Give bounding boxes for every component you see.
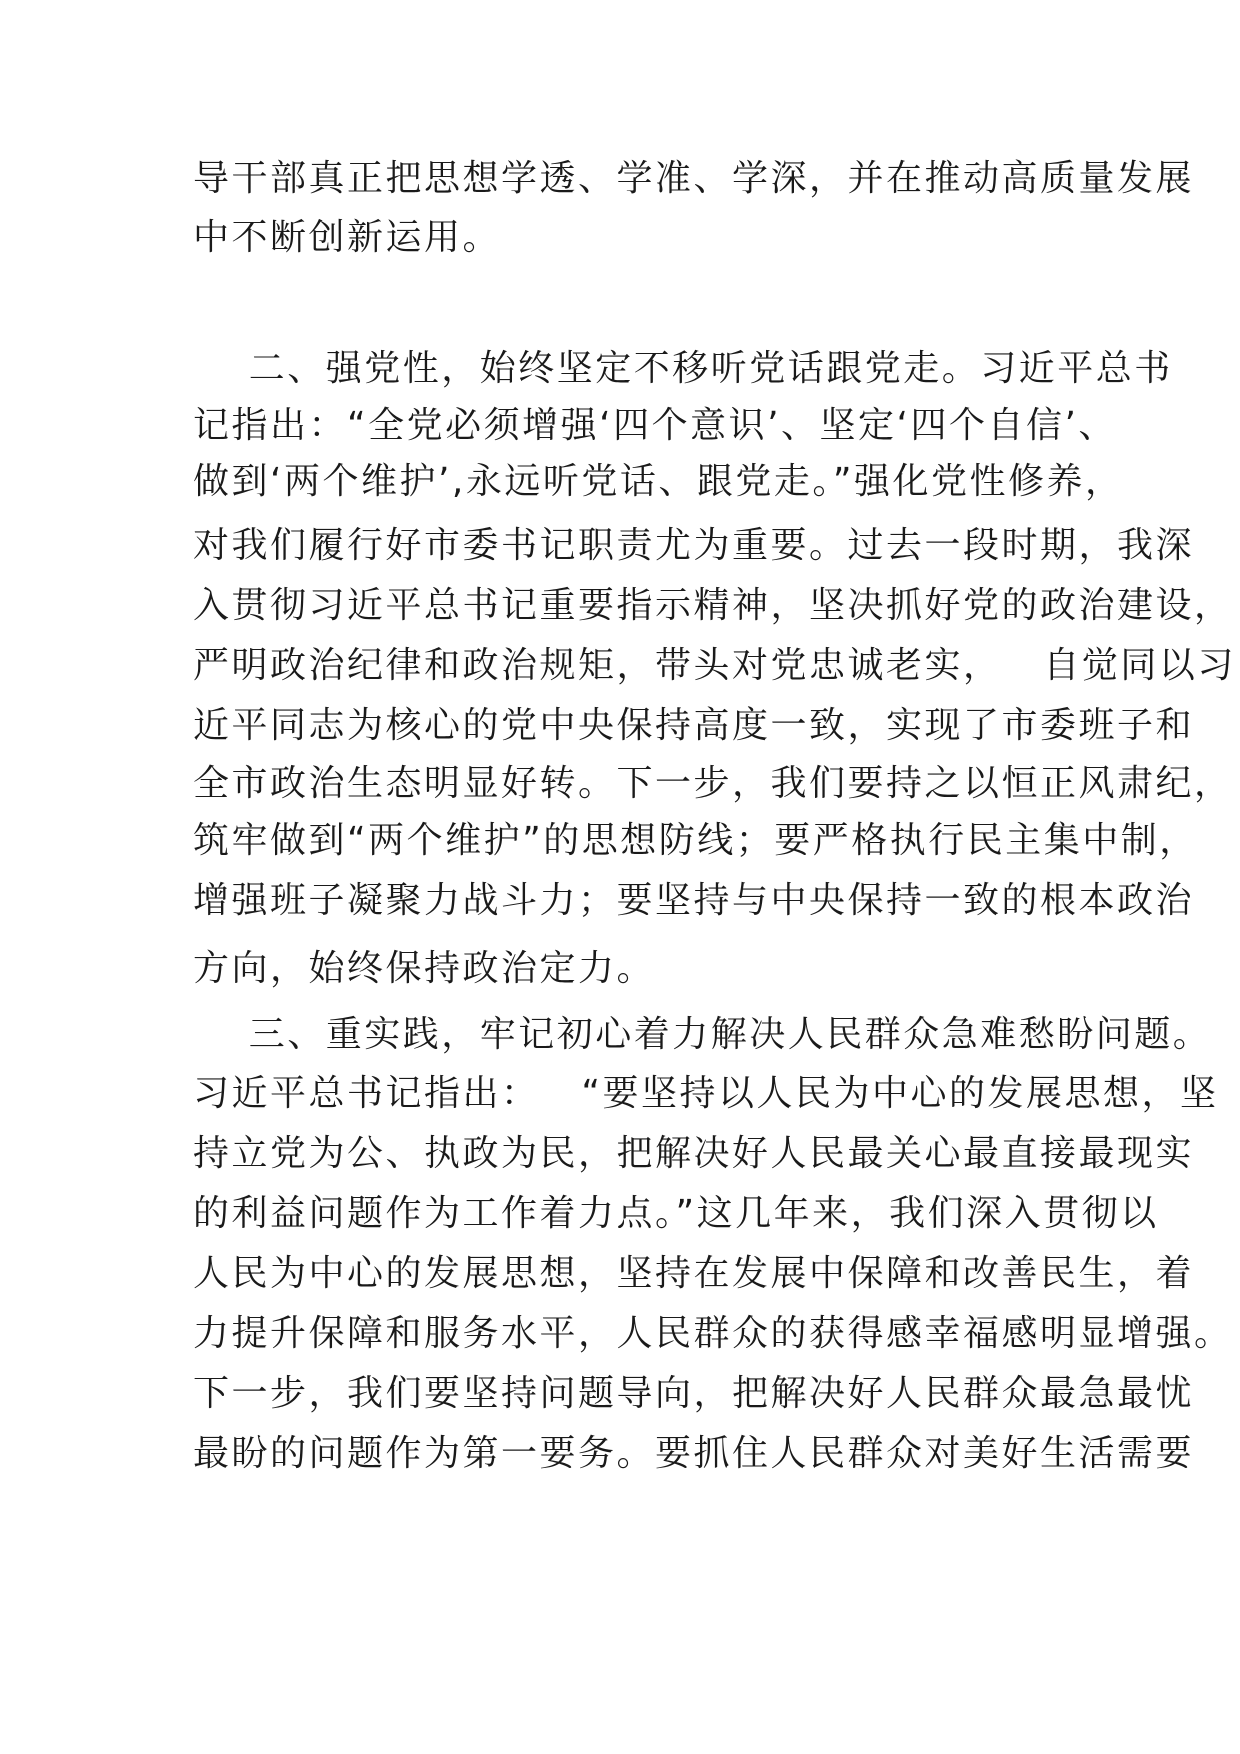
text-line: 记指出：“全党必须增强‘四个意识’、坚定‘四个自信’、 (193, 405, 1117, 446)
text-line: 习近平总书记指出： “要坚持以人民为中心的发展思想，坚 (193, 1073, 1219, 1114)
text-line: 最盼的问题作为第一要务。要抓住人民群众对美好生活需要 (193, 1433, 1195, 1474)
text-line: 人民为中心的发展思想，坚持在发展中保障和改善民生，着 (193, 1253, 1195, 1294)
text-line: 严明政治纪律和政治规矩，带头对党忠诚老实， 自觉同以习 (193, 645, 1236, 686)
text-line: 入贯彻习近平总书记重要指示精神，坚决抓好党的政治建设， (193, 585, 1233, 626)
text-line: 对我们履行好市委书记职责尤为重要。过去一段时期，我深 (193, 525, 1195, 566)
text-line: 增强班子凝聚力战斗力；要坚持与中央保持一致的根本政治 (193, 880, 1195, 921)
text-line: 三、重实践，牢记初心着力解决人民群众急难愁盼问题。 (193, 1014, 1212, 1055)
text-line: 中不断创新运用。 (193, 217, 502, 258)
text-line: 下一步，我们要坚持问题导向，把解决好人民群众最急最忧 (193, 1373, 1195, 1414)
text-line: 的利益问题作为工作着力点。”这几年来，我们深入贯彻以 (193, 1193, 1159, 1234)
text-line: 二、强党性，始终坚定不移听党话跟党走。习近平总书 (193, 348, 1173, 389)
text-line: 做到‘两个维护’,永远听党话、跟党走。”强化党性修养， (193, 461, 1124, 502)
text-line: 持立党为公、执政为民，把解决好人民最关心最直接最现实 (193, 1133, 1195, 1174)
text-line: 力提升保障和服务水平，人民群众的获得感幸福感明显增强。 (193, 1313, 1233, 1354)
text-line: 筑牢做到“两个维护”的思想防线；要严格执行民主集中制， (193, 820, 1198, 861)
text-line: 方向，始终保持政治定力。 (193, 948, 656, 989)
text-line: 导干部真正把思想学透、学准、学深，并在推动高质量发展 (193, 158, 1195, 199)
text-line: 近平同志为核心的党中央保持高度一致，实现了市委班子和 (193, 705, 1195, 746)
text-line: 全市政治生态明显好转。下一步，我们要持之以恒正风肃纪， (193, 763, 1233, 804)
